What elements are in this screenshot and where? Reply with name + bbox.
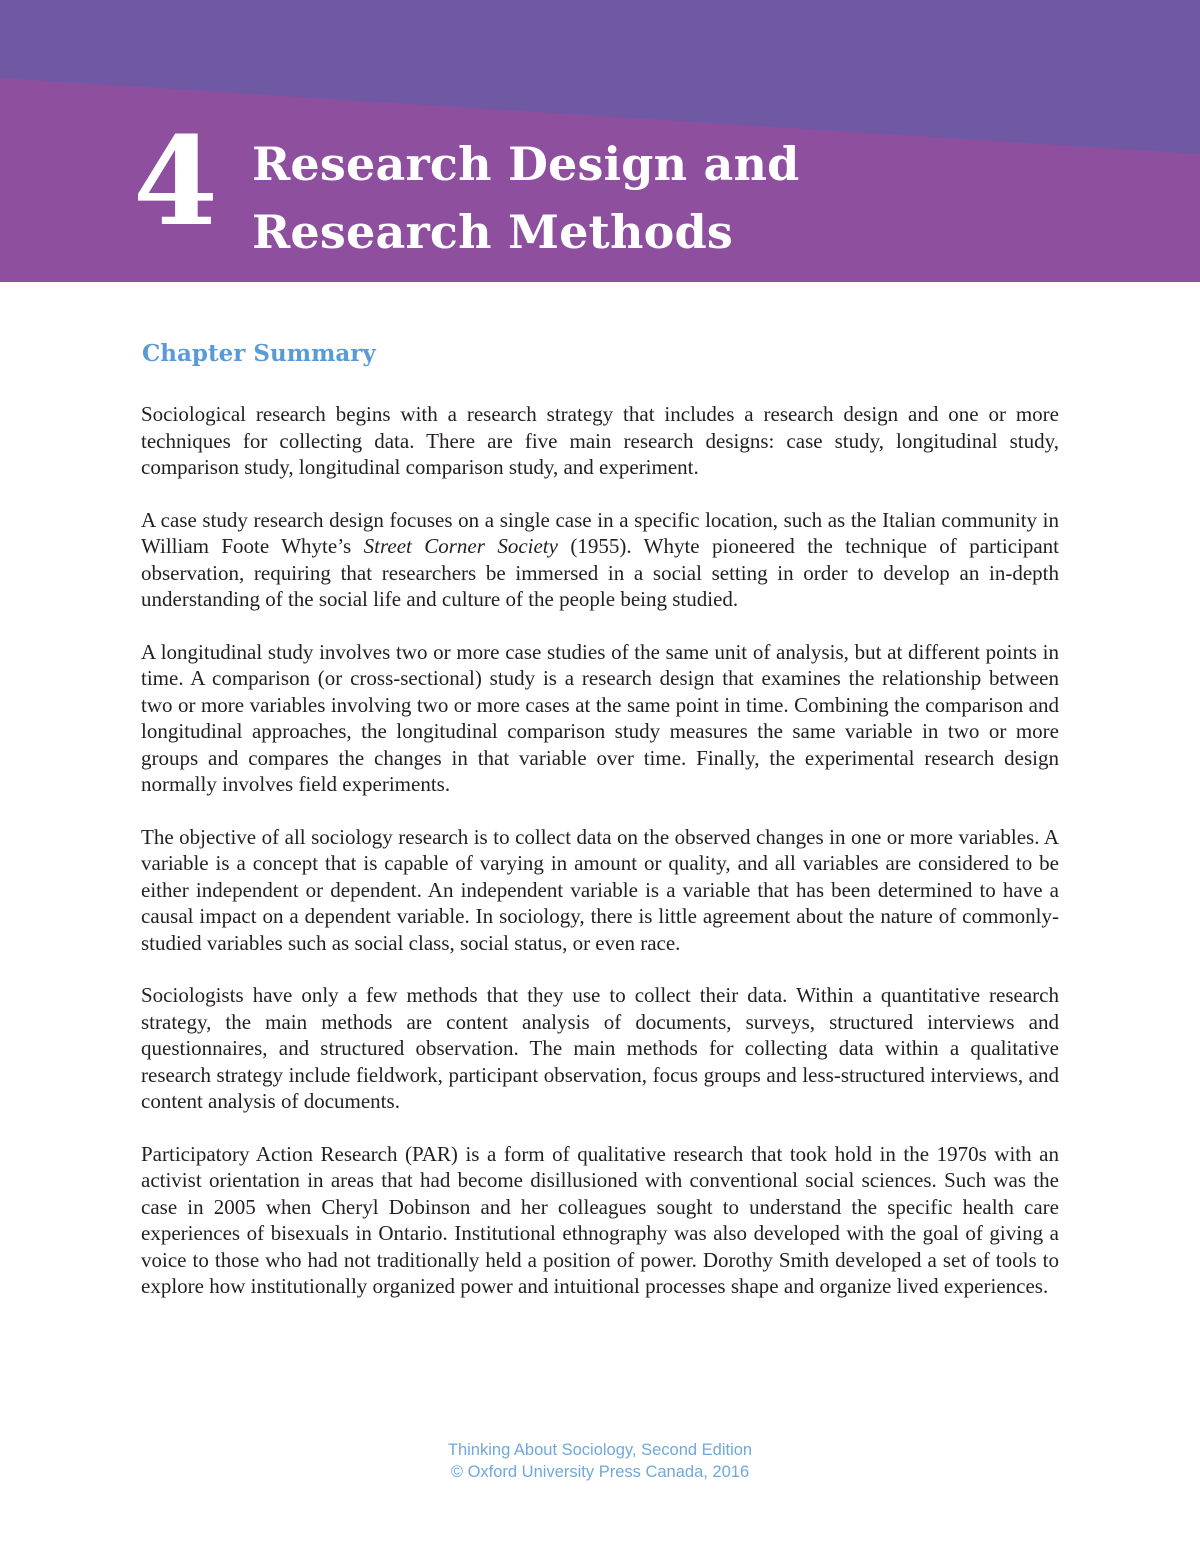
footer-book-title: Thinking About Sociology, Second Edition	[447, 1441, 753, 1459]
paragraph-case-study	[141, 507, 1059, 613]
page-footer	[0, 1439, 1200, 1483]
chapter-summary-heading: Chapter Summary	[142, 340, 376, 367]
chapter-number: 4	[133, 109, 218, 253]
paragraph-variables: The objective of all sociology research is to collect data on the observed changes in one or more variables. A variable is a concept that is capable of varying in amount or quality, and all variables are considered to be either independent or dependent. An independent variable is a variable that has been determined to have a causal impact on a dependent variable. In sociology, there is little agreement about the nature of commonly-studied variables such as social class, social status, or even race.	[141, 824, 1059, 955]
book-title-street-corner-society: Street Corner Society	[363, 534, 558, 558]
chapter-summary-body	[141, 401, 1059, 1326]
chapter-title	[252, 130, 800, 266]
paragraph-methods: Sociologists have only a few methods that they use to collect their data. Within a quantitative research strategy, the main methods are content analysis of documents, surveys, structured interviews and questionnaires, and structured observation. The main methods for collecting data within a qualitative research strategy include fieldwork, participant observation, focus groups and less-structured interviews, and content analysis of documents.	[141, 983, 1059, 1113]
case-study-author-text: community in William Foote Whyte’s	[141, 507, 1059, 558]
chapter-title-line-1: Research Design and	[252, 137, 800, 191]
paragraph-research-strategy: Sociological research begins with a research strategy that includes a research design and one or more techniques for collecting data. There are five main research designs: case study, longitudinal study, comparison study, longitudinal comparison study, and experiment.	[141, 402, 1059, 479]
paragraph-longitudinal-study: A longitudinal study involves two or more case studies of the same unit of analysis, but at different points in time. A comparison (or cross-sectional) study is a research design that examines the relationship between two or more variables involving two or more cases at the same point in time. Combining the comparison and longitudinal approaches, the longitudinal comparison study measures the same variable in two or more groups and compares the changes in that variable over time. Finally, the experimental research design normally involves field experiments.	[141, 639, 1059, 796]
footer-copyright: © Oxford University Press Canada, 2016	[450, 1463, 750, 1481]
chapter-title-line-2: Research Methods	[252, 205, 733, 259]
case-study-rest: (1955). Whyte pioneered the technique of participant observation, requiring that researchers be immersed in a social setting in order to develop an in-depth understanding of the social life and culture of the people being studied.	[141, 534, 1060, 611]
paragraph-par: Participatory Action Research (PAR) is a form of qualitative research that took hold in the 1970s with an activist orientation in areas that had become disillusioned with conventional social sciences. Such was the case in 2005 when Cheryl Dobinson and her colleagues sought to understand the specific health care experiences of bisexuals in Ontario. Institutional ethnography was also developed with the goal of giving a voice to those who had not traditionally held a position of power. Dorothy Smith developed a set of tools to explore how institutionally organized power and intuitional processes shape and organize lived experiences.	[141, 1141, 1059, 1298]
case-study-intro: A case study research design focuses on a single case in a specific location, such as the Italian	[141, 507, 936, 532]
